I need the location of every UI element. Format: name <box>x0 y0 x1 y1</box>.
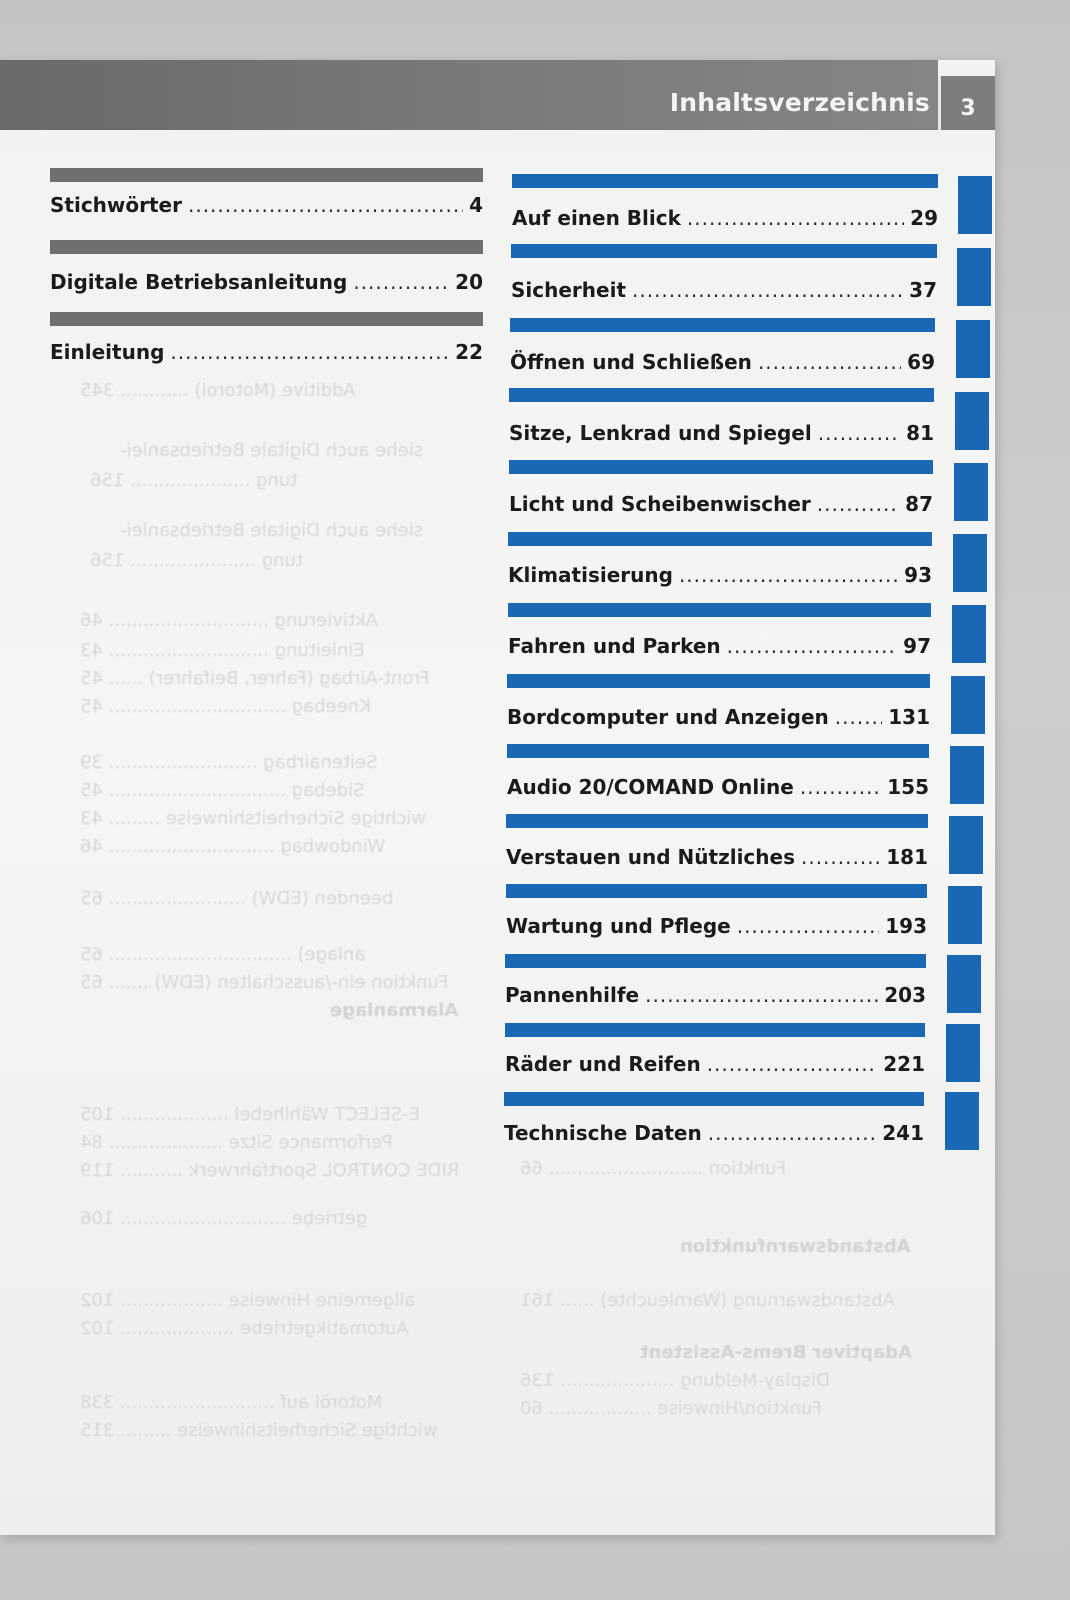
section-bar <box>508 603 931 617</box>
chapter-tab-marker <box>949 816 983 874</box>
dot-leader <box>645 983 878 1007</box>
toc-entry-page: 69 <box>907 350 935 374</box>
toc-entry-label: Einleitung <box>50 340 165 364</box>
section-bar <box>50 240 483 254</box>
dot-leader <box>188 193 463 217</box>
chapter-tab-marker <box>945 1092 979 1150</box>
chapter-tab-marker <box>946 1024 980 1082</box>
section-bar <box>506 814 928 828</box>
page-number: 3 <box>960 96 976 121</box>
toc-entry-label: Klimatisierung <box>508 563 673 587</box>
chapter-tab-marker <box>953 534 987 592</box>
toc-entry-label: Licht und Scheibenwischer <box>509 492 811 516</box>
toc-entry-label: Bordcomputer und Anzeigen <box>507 705 829 729</box>
chapter-tab-marker <box>955 392 989 450</box>
dot-leader <box>817 492 899 516</box>
section-bar <box>510 318 935 332</box>
toc-entry-page: 241 <box>882 1121 924 1145</box>
chapter-tab-marker <box>948 886 982 944</box>
toc-entry-page: 193 <box>885 914 927 938</box>
section-bar <box>505 954 926 968</box>
toc-entry-label: Öffnen und Schließen <box>510 350 752 374</box>
toc-entry-page: 4 <box>469 193 483 217</box>
chapter-tab-marker <box>951 676 985 734</box>
chapter-tab-marker <box>947 955 981 1013</box>
toc-entry-page: 20 <box>455 270 483 294</box>
section-bar <box>508 532 932 546</box>
toc-entry-label: Wartung und Pflege <box>506 914 731 938</box>
toc-entry-label: Audio 20/COMAND Online <box>507 775 794 799</box>
toc-entry-label: Verstauen und Nützliches <box>506 845 795 869</box>
dot-leader <box>727 634 898 658</box>
dot-leader <box>835 705 882 729</box>
section-bar <box>512 174 938 188</box>
toc-entry-page: 181 <box>886 845 928 869</box>
toc-entry-page: 22 <box>455 340 483 364</box>
chapter-tab-marker <box>950 746 984 804</box>
dot-leader <box>707 1052 878 1076</box>
section-bar <box>50 312 483 326</box>
toc-entry-label: Fahren und Parken <box>508 634 721 658</box>
section-bar <box>506 884 927 898</box>
section-bar <box>509 460 933 474</box>
toc-entry-page: 155 <box>887 775 929 799</box>
dot-leader <box>170 340 449 364</box>
dot-leader <box>687 206 904 230</box>
dot-leader <box>632 278 903 302</box>
toc-entry-label: Räder und Reifen <box>505 1052 701 1076</box>
toc-entry-label: Technische Daten <box>504 1121 702 1145</box>
section-bar <box>50 168 483 182</box>
chapter-tab-marker <box>952 605 986 663</box>
section-bar <box>504 1092 924 1106</box>
dot-leader <box>737 914 880 938</box>
section-bar <box>511 244 937 258</box>
toc-entry-page: 37 <box>909 278 937 302</box>
toc-entry-page: 131 <box>888 705 930 729</box>
dot-leader <box>800 775 881 799</box>
dot-leader <box>758 350 901 374</box>
toc-entry-label: Auf einen Blick <box>512 206 681 230</box>
chapter-tab-marker <box>954 463 988 521</box>
section-bar <box>507 744 929 758</box>
dot-leader <box>801 845 880 869</box>
dot-leader <box>353 270 449 294</box>
section-bar <box>509 388 934 402</box>
toc-entry-page: 93 <box>904 563 932 587</box>
toc-entry-page: 87 <box>905 492 933 516</box>
toc-entry-page: 221 <box>883 1052 925 1076</box>
toc-entry-label: Sicherheit <box>511 278 626 302</box>
dot-leader <box>708 1121 877 1145</box>
chapter-tab-marker <box>957 248 991 306</box>
dot-leader <box>818 421 900 445</box>
toc-entry-page: 81 <box>906 421 934 445</box>
toc-entry-label: Stichwörter <box>50 193 182 217</box>
dot-leader <box>679 563 898 587</box>
toc-entry-label: Pannenhilfe <box>505 983 640 1007</box>
section-bar <box>505 1023 925 1037</box>
toc-entry-page: 29 <box>910 206 938 230</box>
section-bar <box>507 674 930 688</box>
chapter-tab-marker <box>958 176 992 234</box>
toc-entry-page: 203 <box>884 983 926 1007</box>
toc-entry-page: 97 <box>903 634 931 658</box>
chapter-tab-marker <box>956 320 990 378</box>
page-title: Inhaltsverzeichnis <box>669 88 930 117</box>
toc-entry-label: Digitale Betriebsanleitung <box>50 270 348 294</box>
toc-entry-label: Sitze, Lenkrad und Spiegel <box>509 421 812 445</box>
